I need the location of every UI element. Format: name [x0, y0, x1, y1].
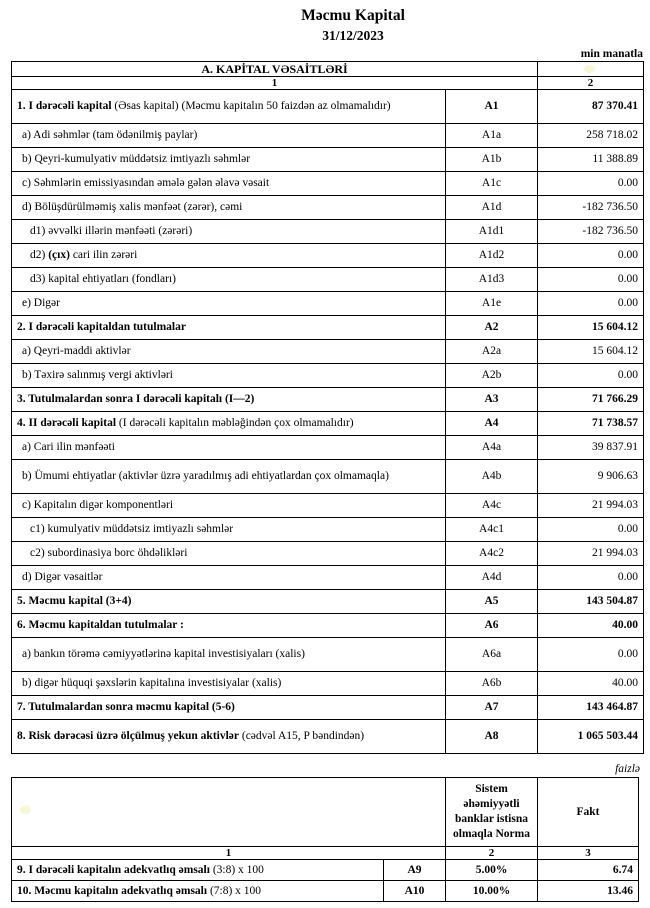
row-code: A7	[446, 696, 538, 720]
table-row	[12, 542, 644, 566]
table-row	[12, 148, 644, 172]
row-label	[12, 638, 446, 672]
unit-note: min manatla	[580, 48, 643, 60]
row-label-pre: d3) kapital ehtiyatları (fondları)	[30, 273, 176, 286]
table-row	[12, 220, 644, 244]
row-value: -182 736.50	[538, 220, 644, 244]
column-number-row	[12, 847, 639, 860]
row-label	[12, 292, 446, 316]
row-code: A6	[446, 614, 538, 638]
ratio-row	[12, 881, 639, 902]
row-label	[12, 388, 446, 412]
row-label	[12, 90, 446, 124]
row-fakt: 6.74	[538, 860, 639, 881]
row-code: A1b	[446, 148, 538, 172]
row-label	[12, 172, 446, 196]
row-code: A3	[446, 388, 538, 412]
adequacy-table	[11, 777, 639, 902]
scan-artifact	[20, 806, 31, 814]
row-value: 0.00	[538, 268, 644, 292]
row-label	[12, 881, 384, 902]
table-row	[12, 90, 644, 124]
row-value: 1 065 503.44	[538, 720, 644, 754]
row-label-bold: 8. Risk dərəcəsi üzrə ölçülmuş yekun aktivlər	[17, 730, 239, 743]
percent-note: faizlə	[615, 763, 640, 775]
ratio-row	[12, 860, 639, 881]
row-label	[12, 590, 446, 614]
row-code: A4a	[446, 436, 538, 460]
row-label	[12, 460, 446, 494]
row-value: 258 718.02	[538, 124, 644, 148]
row-label-pre: b) digər hüquqi şəxslərin kapitalına investisiyalar (xalis)	[22, 677, 282, 690]
table-row	[12, 340, 644, 364]
table-row	[12, 172, 644, 196]
table-row	[12, 268, 644, 292]
row-value: 87 370.41	[538, 90, 644, 124]
row-code: A4b	[446, 460, 538, 494]
row-code: A8	[446, 720, 538, 754]
table-row	[12, 460, 644, 494]
row-label-bold: (çıx)	[48, 249, 70, 262]
row-label-pre: a) Cari ilin mənfəəti	[22, 441, 115, 454]
row-label	[12, 340, 446, 364]
row-value: 143 464.87	[538, 696, 644, 720]
row-code: A2b	[446, 364, 538, 388]
row-code: A10	[384, 881, 446, 902]
row-label	[12, 436, 446, 460]
row-value: 0.00	[538, 518, 644, 542]
row-label-bold: 5. Məcmu kapital (3+4)	[17, 595, 132, 608]
row-label-post: (cədvəl A15, P bəndindən)	[239, 730, 365, 743]
row-label	[12, 860, 384, 881]
row-value: 21 994.03	[538, 542, 644, 566]
row-label-pre: d2)	[30, 249, 49, 262]
row-code: A6a	[446, 638, 538, 672]
row-label-post: (Əsas kapital) (Məcmu kapitalın 50 faizdən az olmamalıdır)	[111, 100, 391, 113]
adequacy-table-header-row	[12, 778, 639, 847]
row-code: A4c1	[446, 518, 538, 542]
row-code: A2a	[446, 340, 538, 364]
column-number-2: 2	[446, 847, 538, 860]
row-label	[12, 566, 446, 590]
table-row	[12, 196, 644, 220]
row-label	[12, 316, 446, 340]
row-code: A6b	[446, 672, 538, 696]
row-value: 0.00	[538, 566, 644, 590]
table-row	[12, 436, 644, 460]
column-number-3: 3	[538, 847, 639, 860]
row-value: 15 604.12	[538, 340, 644, 364]
row-code: A2	[446, 316, 538, 340]
table-row	[12, 316, 644, 340]
table-row	[12, 292, 644, 316]
table-row	[12, 412, 644, 436]
capital-table-header-row	[12, 62, 644, 77]
table-row	[12, 590, 644, 614]
row-label	[12, 518, 446, 542]
column-number-1: 1	[12, 847, 446, 860]
table-row	[12, 518, 644, 542]
row-label-post: cari ilin zərəri	[69, 249, 138, 262]
row-label-pre: c2) subordinasiya borc öhdəlikləri	[30, 547, 188, 560]
row-code: A1d1	[446, 220, 538, 244]
row-label-bold: 6. Məcmu kapitaldan tutulmalar :	[17, 619, 184, 632]
row-value: 0.00	[538, 638, 644, 672]
row-label-post: (3:8) x 100	[209, 863, 264, 876]
row-label	[12, 614, 446, 638]
row-label-bold: 7. Tutulmalardan sonra məcmu kapital (5-6)	[17, 701, 235, 714]
row-label	[12, 412, 446, 436]
row-label-pre: b) Qeyri-kumulyativ müddətsiz imtiyazlı səhmlər	[22, 153, 251, 166]
row-code: A4c2	[446, 542, 538, 566]
row-code: A9	[384, 860, 446, 881]
table-row	[12, 244, 644, 268]
row-code: A4d	[446, 566, 538, 590]
table-row	[12, 388, 644, 412]
row-norma: 5.00%	[446, 860, 538, 881]
row-code: A1d3	[446, 268, 538, 292]
row-value: 39 837.91	[538, 436, 644, 460]
row-code: A4c	[446, 494, 538, 518]
row-label	[12, 542, 446, 566]
row-value: 71 766.29	[538, 388, 644, 412]
row-label-pre: a) Qeyri-maddi aktivlər	[22, 345, 131, 358]
row-label-post: (7:8) x 100	[207, 884, 262, 897]
row-label	[12, 720, 446, 754]
row-code: A1a	[446, 124, 538, 148]
row-norma: 10.00%	[446, 881, 538, 902]
row-code: A1d	[446, 196, 538, 220]
row-label-pre: c) Səhmlərin emissiyasından əmələ gələn əlavə vəsait	[22, 177, 270, 190]
row-label-pre: b) Təxirə salınmış vergi aktivləri	[22, 369, 173, 382]
row-value: -182 736.50	[538, 196, 644, 220]
row-value: 40.00	[538, 672, 644, 696]
row-label-pre: a) bankın törəmə cəmiyyətlərinə kapital investisiyaları (xalis)	[22, 648, 305, 661]
row-code: A1c	[446, 172, 538, 196]
row-value: 40.00	[538, 614, 644, 638]
row-value: 0.00	[538, 292, 644, 316]
norma-column-header: Sistem əhəmiyyətli banklar istisna olmaqla Norma	[446, 778, 538, 847]
row-label-pre: a) Adi səhmlər (tam ödənilmiş paylar)	[22, 129, 198, 142]
table-row	[12, 124, 644, 148]
document-header	[0, 0, 650, 44]
scan-artifact	[584, 65, 595, 73]
row-label-bold: 2. I dərəcəli kapitaldan tutulmalar	[17, 321, 186, 334]
row-label-pre: d) Digər vəsaitlər	[22, 571, 103, 584]
row-value: 0.00	[538, 172, 644, 196]
table-row	[12, 566, 644, 590]
header-empty-cell	[538, 62, 644, 77]
row-label-bold: 10. Məcmu kapitalın adekvatlıq əmsalı	[17, 884, 208, 897]
table-row	[12, 672, 644, 696]
row-label-bold: 1. I dərəcəli kapital	[17, 100, 112, 113]
row-label	[12, 220, 446, 244]
row-value: 9 906.63	[538, 460, 644, 494]
row-value: 15 604.12	[538, 316, 644, 340]
row-label	[12, 672, 446, 696]
column-number-1: 1	[12, 77, 538, 90]
row-fakt: 13.46	[538, 881, 639, 902]
report-date: 31/12/2023	[322, 28, 384, 43]
table-row	[12, 720, 644, 754]
row-code: A4	[446, 412, 538, 436]
row-label	[12, 196, 446, 220]
row-label-bold: 3. Tutulmalardan sonra I dərəcəli kapitalı (I—2)	[17, 393, 255, 406]
table-row	[12, 494, 644, 518]
row-label-pre: c1) kumulyativ müddətsiz imtiyazlı səhmlər	[30, 523, 234, 536]
row-code: A1	[446, 90, 538, 124]
table-row	[12, 364, 644, 388]
page-title: Məcmu Kapital	[301, 7, 405, 24]
row-label-pre: e) Digər	[22, 297, 60, 310]
capital-table	[11, 61, 644, 754]
row-label	[12, 696, 446, 720]
row-label	[12, 124, 446, 148]
row-label-post: (I dərəcəli kapitalın məbləğindən çox olmamalıdır)	[116, 417, 354, 430]
row-value: 143 504.87	[538, 590, 644, 614]
section-a-header: A. KAPİTAL VƏSAİTLƏRİ	[12, 62, 538, 77]
row-value: 0.00	[538, 364, 644, 388]
column-number-row	[12, 77, 644, 90]
row-label-pre: d1) əvvəlki illərin mənfəəti (zərəri)	[30, 225, 193, 238]
row-code: A5	[446, 590, 538, 614]
header-empty-cell	[12, 778, 446, 847]
row-label	[12, 364, 446, 388]
row-label-pre: d) Bölüşdürülməmiş xalis mənfəət (zərər), cəmi	[22, 201, 243, 214]
table-row	[12, 638, 644, 672]
table-row	[12, 696, 644, 720]
column-number-2: 2	[538, 77, 644, 90]
row-value: 0.00	[538, 244, 644, 268]
row-label	[12, 494, 446, 518]
row-code: A1e	[446, 292, 538, 316]
row-value: 71 738.57	[538, 412, 644, 436]
row-label	[12, 148, 446, 172]
table-row	[12, 614, 644, 638]
row-label	[12, 244, 446, 268]
row-label-pre: c) Kapitalın digər komponentləri	[22, 499, 174, 512]
row-value: 21 994.03	[538, 494, 644, 518]
row-code: A1d2	[446, 244, 538, 268]
fakt-column-header: Fakt	[538, 778, 639, 847]
row-label-pre: b) Ümumi ehtiyatlar (aktivlər üzrə yaradılmış adi ehtiyatlardan çox olmamaqla)	[22, 470, 389, 483]
row-value: 11 388.89	[538, 148, 644, 172]
row-label	[12, 268, 446, 292]
row-label-bold: 9. I dərəcəli kapitalın adekvatlıq əmsalı	[17, 863, 210, 876]
row-label-bold: 4. II dərəcəli kapital	[17, 417, 117, 430]
